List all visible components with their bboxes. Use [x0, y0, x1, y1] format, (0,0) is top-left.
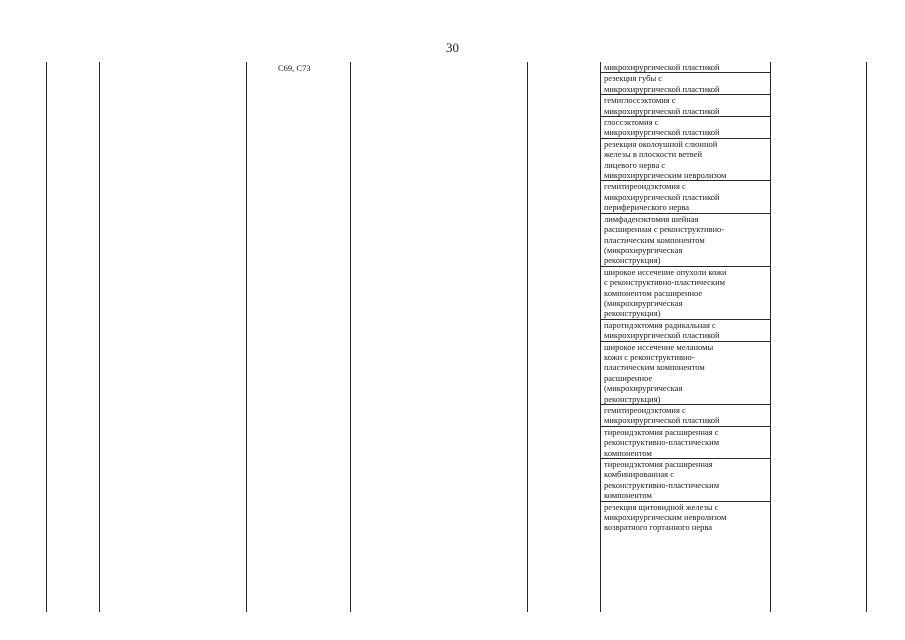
- method-item: глоссэктомия с микрохирургической пластикой: [600, 117, 770, 139]
- method-item: тиреоидэктомия расширенная с реконструктивно-пластическим компонентом: [600, 427, 770, 459]
- table-column-border: [46, 62, 47, 612]
- table-column-border: [99, 62, 100, 612]
- method-item: микрохирургической пластикой: [600, 62, 770, 73]
- table-column-border: [350, 62, 351, 612]
- method-item: лимфаденэктомия шейная расширенная с реконструктивно- пластическим компонентом (микрохирургическая реконструкция): [600, 214, 770, 267]
- treatment-methods-list: [600, 62, 770, 533]
- method-item: гемитиреоидэктомия с микрохирургической пластикой: [600, 405, 770, 427]
- method-item: резекция околоушной слюнной железы в плоскости ветвей лицевого нерва с микрохирургическим невролизом: [600, 139, 770, 182]
- method-item: широкое иссечение меланомы кожи с реконструктивно- пластическим компонентом расширенное (микрохирургическая реконструкция): [600, 342, 770, 405]
- diagnosis-codes-cell: C69, C73: [278, 63, 311, 73]
- table-column-border: [866, 62, 867, 612]
- page-number: 30: [446, 40, 459, 55]
- method-item: паротидэктомия радикальная с микрохирургической пластикой: [600, 320, 770, 342]
- method-item: резекция губы с микрохирургической пластикой: [600, 73, 770, 95]
- method-item: резекция щитовидной железы с микрохирургическим невролизом возвратного гортанного нерва: [604, 501, 727, 533]
- method-item: гемиглоссэктомия с микрохирургической пластикой: [600, 95, 770, 117]
- table-column-border: [770, 62, 771, 612]
- table-column-border: [246, 62, 247, 612]
- method-item: широкое иссечение опухоли кожи с реконструктивно-пластическим компонентом расширенное (микрохирургическая реконструкция): [600, 267, 770, 320]
- method-item: тиреоидэктомия расширенная комбинированная с реконструктивно-пластическим компонентом: [600, 459, 770, 502]
- method-item: гемитиреоидэктомия с микрохирургической пластикой периферического нерва: [600, 181, 770, 213]
- table-column-border: [527, 62, 528, 612]
